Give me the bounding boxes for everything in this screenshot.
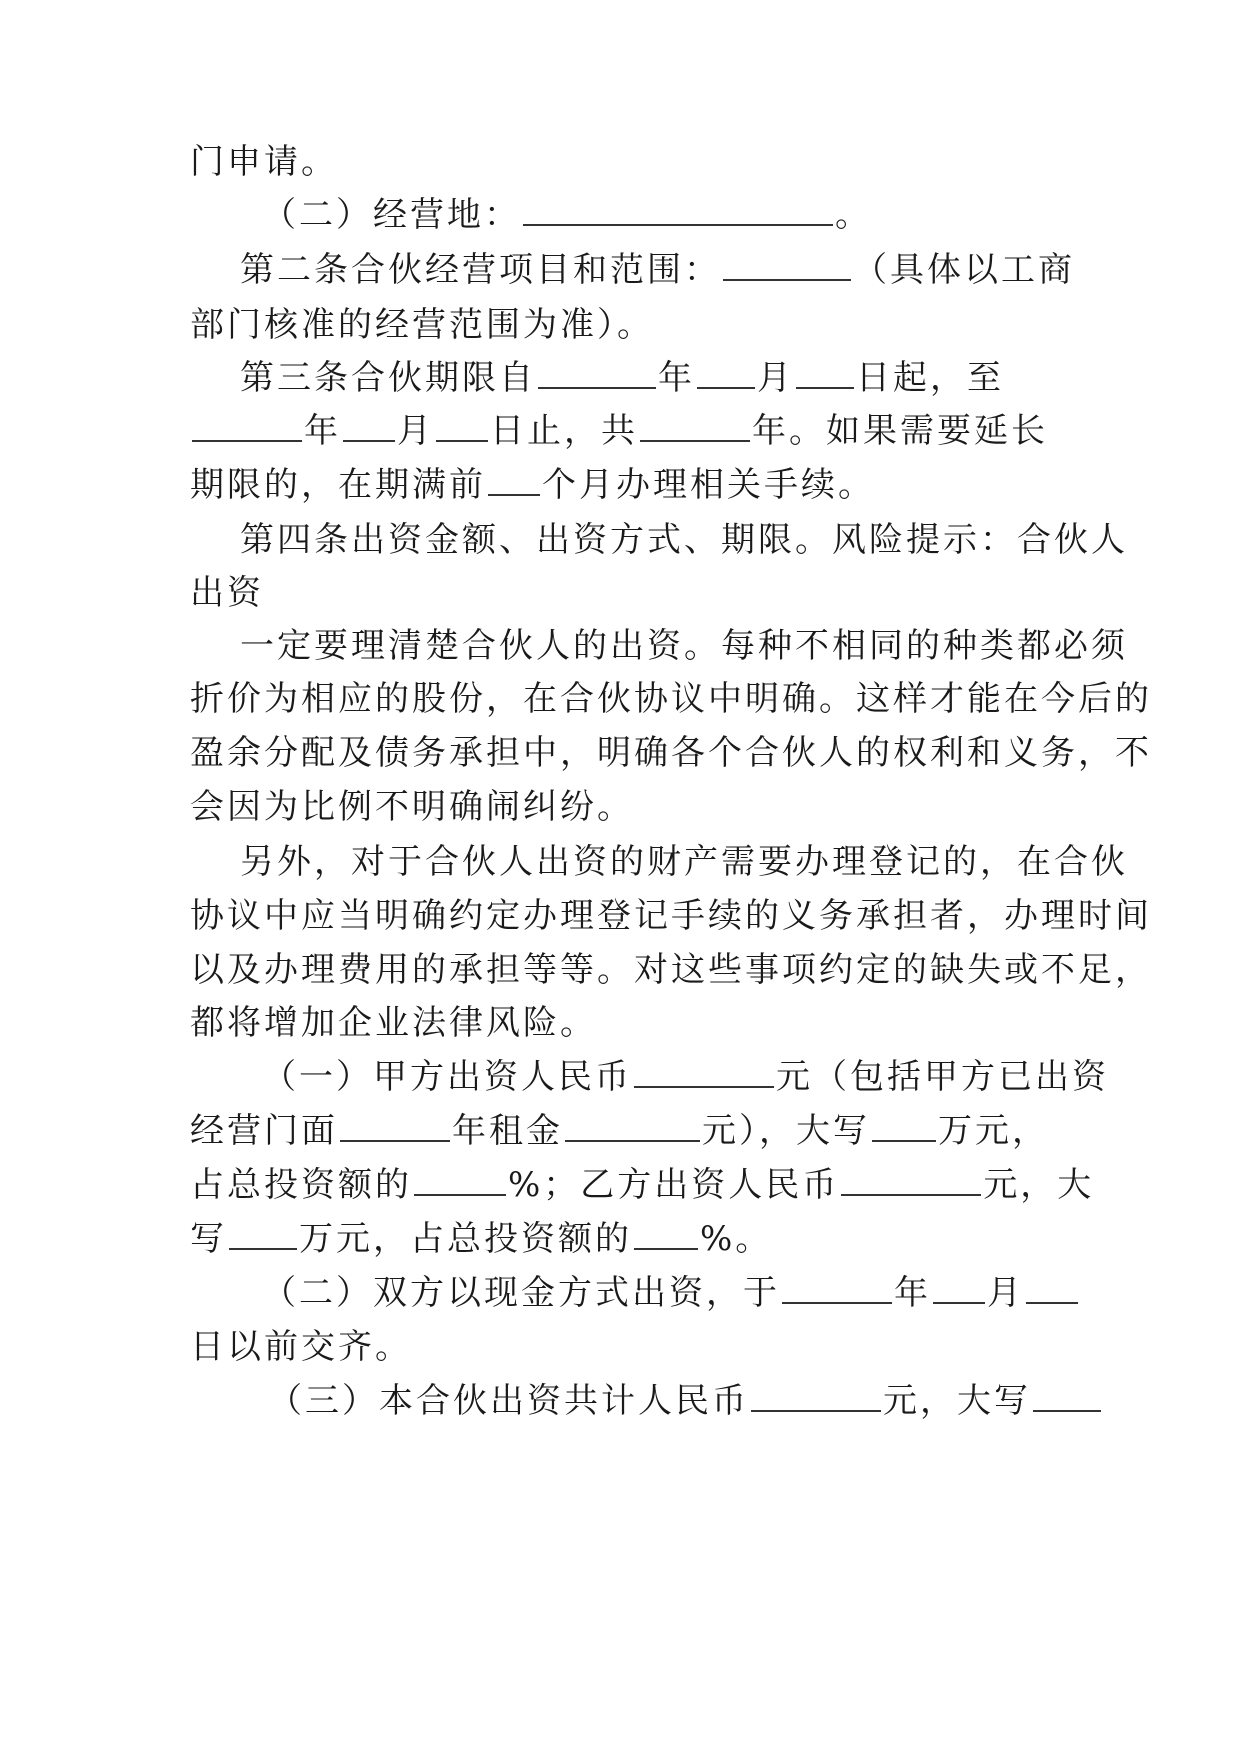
fill-blank [723,273,851,281]
text-span: 万元， [938,1111,1049,1151]
text-span: 占总投资额的 [190,1165,412,1205]
fill-blank [697,381,755,389]
text-line-11 [190,679,1152,719]
text-span: 门申请。 [190,142,338,182]
text-line-10 [240,626,1128,666]
text-span: 万元，占总投资额的 [299,1219,632,1259]
text-span: 年 [304,411,341,451]
text-line-17 [190,1003,597,1043]
fill-blank [634,1242,698,1250]
text-span: 都将增加企业法律风险。 [190,1003,597,1043]
text-span: 折价为相应的股份，在合伙协议中明确。这样才能在今后的 [190,679,1152,719]
text-span: 写 [190,1219,227,1259]
text-span: 一定要理清楚合伙人的出资。每种不相同的种类都必须 [240,626,1128,666]
text-span: 盈余分配及债务承担中，明确各个合伙人的权利和义务，不 [190,733,1152,773]
text-span: 元，大写 [883,1381,1031,1421]
text-span: 出资 [190,573,264,613]
fill-blank [634,1080,774,1088]
fill-blank [796,381,854,389]
text-line-4 [190,305,654,345]
text-span: 月 [397,411,434,451]
fill-blank [229,1242,297,1250]
fill-blank [414,1188,506,1196]
text-line-13 [190,787,634,827]
text-span: 元），大写 [702,1111,870,1151]
fill-blank [523,218,833,226]
text-span: 期限的，在期满前 [190,465,486,505]
text-span: 经营门面 [190,1111,338,1151]
text-span: 。 [835,195,872,235]
text-span: （二）经营地： [262,195,521,235]
text-span: 第二条合伙经营项目和范围： [240,250,721,290]
text-span: 第四条出资金额、出资方式、期限。风险提示：合伙人 [240,520,1128,560]
fill-blank [872,1134,936,1142]
text-line-16 [190,950,1152,990]
fill-blank [436,434,488,442]
text-line-1 [190,142,338,182]
fill-blank [640,434,750,442]
text-line-24 [268,1381,1103,1421]
text-span: 会因为比例不明确闹纠纷。 [190,787,634,827]
text-span: 部门核准的经营范围为准）。 [190,305,654,345]
fill-blank [340,1134,450,1142]
fill-blank [1033,1404,1101,1412]
text-span: 年 [894,1273,931,1313]
text-span: 年 [658,358,695,398]
fill-blank [192,434,302,442]
fill-blank [488,488,540,496]
text-line-2 [262,195,872,235]
text-line-20 [190,1165,1094,1205]
text-line-12 [190,733,1152,773]
text-line-3 [240,250,1075,290]
text-span: （具体以工商 [853,250,1075,290]
text-line-7 [190,465,875,505]
fill-blank [933,1296,985,1304]
text-line-19 [190,1111,1049,1151]
text-line-8 [240,520,1128,560]
text-span: 第三条合伙期限自 [240,358,536,398]
fill-blank [1026,1296,1078,1304]
text-line-6 [190,411,1048,451]
text-span: 元（包括甲方已出资 [776,1057,1109,1097]
text-line-23 [190,1327,412,1367]
text-span: %。 [700,1219,773,1259]
text-span: 月 [987,1273,1024,1313]
text-span: 年租金 [452,1111,563,1151]
text-span: %；乙方出资人民币 [508,1165,840,1205]
text-line-14 [240,842,1128,882]
fill-blank [565,1134,700,1142]
text-span: 日以前交齐。 [190,1327,412,1367]
fill-blank [782,1296,892,1304]
text-span: 日起，至 [856,358,1004,398]
text-line-18 [262,1057,1109,1097]
text-span: （三）本合伙出资共计人民币 [268,1381,749,1421]
text-span: 元，大 [983,1165,1095,1205]
text-span: 日止，共 [490,411,638,451]
fill-blank [343,434,395,442]
text-line-5 [240,358,1004,398]
text-span: 个月办理相关手续。 [542,465,875,505]
fill-blank [841,1188,981,1196]
text-span: （一）甲方出资人民币 [262,1057,632,1097]
text-line-22 [262,1273,1080,1313]
text-span: 月 [757,358,794,398]
text-line-9 [190,573,264,613]
text-line-21 [190,1219,772,1259]
text-span: 另外，对于合伙人出资的财产需要办理登记的，在合伙 [240,842,1128,882]
text-line-15 [190,896,1152,936]
fill-blank [538,381,656,389]
fill-blank [751,1404,881,1412]
text-span: 协议中应当明确约定办理登记手续的义务承担者，办理时间 [190,896,1152,936]
text-span: 以及办理费用的承担等等。对这些事项约定的缺失或不足， [190,950,1152,990]
text-span: （二）双方以现金方式出资，于 [262,1273,780,1313]
text-span: 年。如果需要延长 [752,411,1048,451]
